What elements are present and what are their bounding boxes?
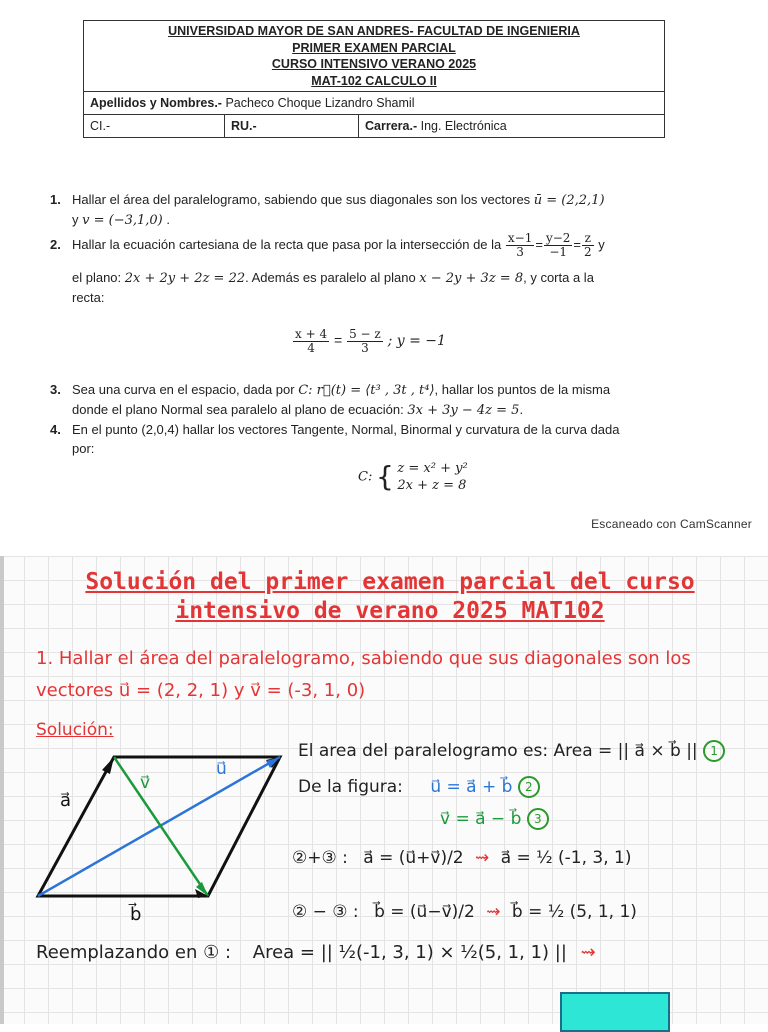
eq-v: v⃗ = a⃗ − b⃗ xyxy=(440,809,522,829)
q2-frac2-den: −1 xyxy=(549,245,568,259)
eq-v-line xyxy=(440,808,549,830)
question-2: 2. Hallar la ecuación cartesiana de la recta que pasa por la intersección de la $\frac{x-1}{3}$ = $\frac{y-2}{-1}$ = $\frac{z}{2}$ y xyxy=(50,231,605,259)
q1-text-c: . xyxy=(162,212,170,227)
solution-page xyxy=(0,556,768,1024)
question-3 xyxy=(50,380,730,420)
diagonal-v xyxy=(114,757,208,896)
problem-statement-line-1: 1. Hallar el área del paralelogramo, sabiendo que sus diagonales son los xyxy=(36,648,691,669)
exam-title-block xyxy=(84,21,665,92)
q2-line-num: x + 4 xyxy=(295,327,328,341)
q2-frac2-num: y−2 xyxy=(545,231,571,245)
q3-text-c: donde el plano Normal sea paralelo al plano de ecuación: xyxy=(72,402,408,417)
replace-label: Reemplazando en ① : xyxy=(36,942,232,963)
q2-line-tail: ; y = −1 xyxy=(387,333,446,350)
career-value: Ing. Electrónica xyxy=(417,119,507,133)
university-line: UNIVERSIDAD MAYOR DE SAN ANDRES- FACULTAD DE INGENIERIA xyxy=(168,24,580,38)
circle-3-icon: 3 xyxy=(527,808,549,830)
solution-title-line-1: Solución del primer examen parcial del curso xyxy=(85,569,695,595)
label-u: u⃗ xyxy=(216,759,227,779)
q3-text-a: Sea una curva en el espacio, dada por xyxy=(72,382,299,397)
q2-frac-1 xyxy=(506,232,534,259)
q2-line-frac-1 xyxy=(293,328,329,355)
q4-brace: { xyxy=(375,460,394,493)
q4-curve-label: C: xyxy=(358,469,373,485)
q2-frac-2 xyxy=(544,232,572,259)
arrow-a xyxy=(102,757,114,774)
subject-line: MAT-102 CALCULO II xyxy=(311,73,437,88)
student-name-row xyxy=(84,92,665,115)
q2-text-d: , y corta a la xyxy=(523,270,594,285)
q2-frac1-num: x−1 xyxy=(507,231,533,245)
q2-text-e: recta: xyxy=(72,290,105,305)
q2-plane-2: x − 2y + 3z = 8 xyxy=(419,271,524,286)
ru-label: RU.- xyxy=(231,119,257,133)
label-v: v⃗ xyxy=(140,773,151,793)
sum-step: ②+③ : xyxy=(292,848,348,868)
course-line: CURSO INTENSIVO VERANO 2025 xyxy=(271,57,477,71)
q1-vector-u: ū = (2,2,1) xyxy=(533,193,605,208)
diff-step: ② − ③ : xyxy=(292,902,359,922)
q2-plane-1: 2x + 2y + 2z = 22 xyxy=(124,271,246,286)
area-intro: El area del paralelogramo es: xyxy=(298,741,554,761)
q3-plane: 3x + 3y − 4z = 5 xyxy=(407,403,520,418)
problem-statement-line-2 xyxy=(36,680,365,701)
q3-curve: C: r⃗(t) = ⟨t³ , 3t , t⁴⟩ xyxy=(298,383,435,398)
q2-line-den2: 3 xyxy=(361,341,369,355)
q4-text-b: por: xyxy=(72,441,95,456)
q2-frac-3 xyxy=(582,232,594,259)
problem-v: v⃗ = (-3, 1, 0) xyxy=(250,680,366,701)
eq-u: u⃗ = a⃗ + b⃗ xyxy=(430,777,513,797)
answer-highlight-box xyxy=(560,992,670,1032)
ci-cell xyxy=(84,115,225,138)
exam-header-table xyxy=(83,20,665,138)
label-a: a⃗ xyxy=(60,790,72,811)
q3-text-d: . xyxy=(519,402,524,417)
arrow-icon: ⇝ xyxy=(475,848,490,868)
q2-line-den: 4 xyxy=(307,341,315,355)
q2-text-a: Hallar la ecuación cartesiana de la recta que pasa por la intersección de la xyxy=(72,236,505,252)
problem-y: y xyxy=(228,680,251,701)
replace-line xyxy=(36,942,596,963)
q1-text-b: y xyxy=(72,212,83,227)
from-figure-label: De la figura: xyxy=(298,777,403,797)
q2-line-frac-2 xyxy=(347,328,383,355)
q1-vector-v: v = (−3,1,0) xyxy=(82,213,163,228)
q2-line-equation: $\frac{x + 4}{4}$ = $\frac{5 - z}{3}$ ; y = −1 xyxy=(295,327,446,355)
problem-vectores: vectores xyxy=(36,680,119,701)
q2-text-c: . Además es paralelo al plano xyxy=(245,270,420,285)
circle-2-icon: 2 xyxy=(518,776,540,798)
page-edge xyxy=(0,556,4,1024)
career-label: Carrera.- xyxy=(365,119,418,133)
sum-step-line xyxy=(292,848,632,868)
area-line xyxy=(298,740,725,762)
q4-equations xyxy=(397,460,467,494)
q2-line-num2: 5 − z xyxy=(349,327,381,341)
arrow-icon: ⇝ xyxy=(580,942,596,963)
q4-curve-system xyxy=(358,460,468,494)
parallelogram-figure xyxy=(30,744,295,925)
from-figure-line xyxy=(298,776,540,798)
ci-label: CI.- xyxy=(90,119,111,133)
q1-number: 1. xyxy=(50,192,61,207)
exam-line: PRIMER EXAMEN PARCIAL xyxy=(292,40,456,55)
q4-eq-2: 2x + z = 8 xyxy=(397,478,467,493)
q3-text-b: , hallar los puntos de la misma xyxy=(434,382,611,397)
label-b: b⃗ xyxy=(130,904,142,925)
solution-title xyxy=(30,568,750,626)
q2-text-b: el plano: xyxy=(72,270,125,285)
career-cell xyxy=(359,115,665,138)
q2-frac1-den: 3 xyxy=(516,245,524,259)
q4-number: 4. xyxy=(50,422,61,437)
ru-cell xyxy=(225,115,359,138)
name-value: Pacheco Choque Lizandro Shamil xyxy=(221,96,415,110)
q2-number: 2. xyxy=(50,236,61,252)
circle-1-icon: 1 xyxy=(703,740,725,762)
problem-u: u⃗ = (2, 2, 1) xyxy=(118,680,229,701)
sum-a: a⃗ = (u⃗+v⃗)/2 xyxy=(363,848,464,868)
q3-number: 3. xyxy=(50,382,61,397)
q4-text-a: En el punto (2,0,4) hallar los vectores Tangente, Normal, Binormal y curvatura de la curva dada xyxy=(72,422,620,437)
q2-text-y: y xyxy=(598,236,605,252)
diff-result: b⃗ = ½ (5, 1, 1) xyxy=(511,902,637,922)
replace-equation: Area = || ½(-1, 3, 1) × ½(5, 1, 1) || xyxy=(252,942,567,963)
q1-text-a: Hallar el área del paralelogramo, sabiendo que sus diagonales son los vectores xyxy=(72,192,534,207)
arrow-icon: ⇝ xyxy=(486,902,501,922)
scanner-watermark: Escaneado con CamScanner xyxy=(591,517,752,531)
diff-b: b⃗ = (u⃗−v⃗)/2 xyxy=(374,902,475,922)
q2-frac3-num: z xyxy=(582,232,594,246)
q2-frac3-den: 2 xyxy=(584,245,592,259)
name-label: Apellidos y Nombres.- xyxy=(90,96,222,110)
q4-eq-1: z = x² + y² xyxy=(397,461,468,476)
diff-step-line xyxy=(292,902,637,922)
sum-result: a⃗ = ½ (-1, 3, 1) xyxy=(500,848,632,868)
question-4 xyxy=(50,420,730,458)
solution-title-line-2: intensivo de verano 2025 MAT102 xyxy=(175,598,605,624)
solucion-label: Solución: xyxy=(36,720,114,740)
area-formula: Area = || a⃗ × b⃗ || xyxy=(553,741,698,761)
question-1 xyxy=(50,190,720,230)
question-2-cont xyxy=(50,268,730,307)
